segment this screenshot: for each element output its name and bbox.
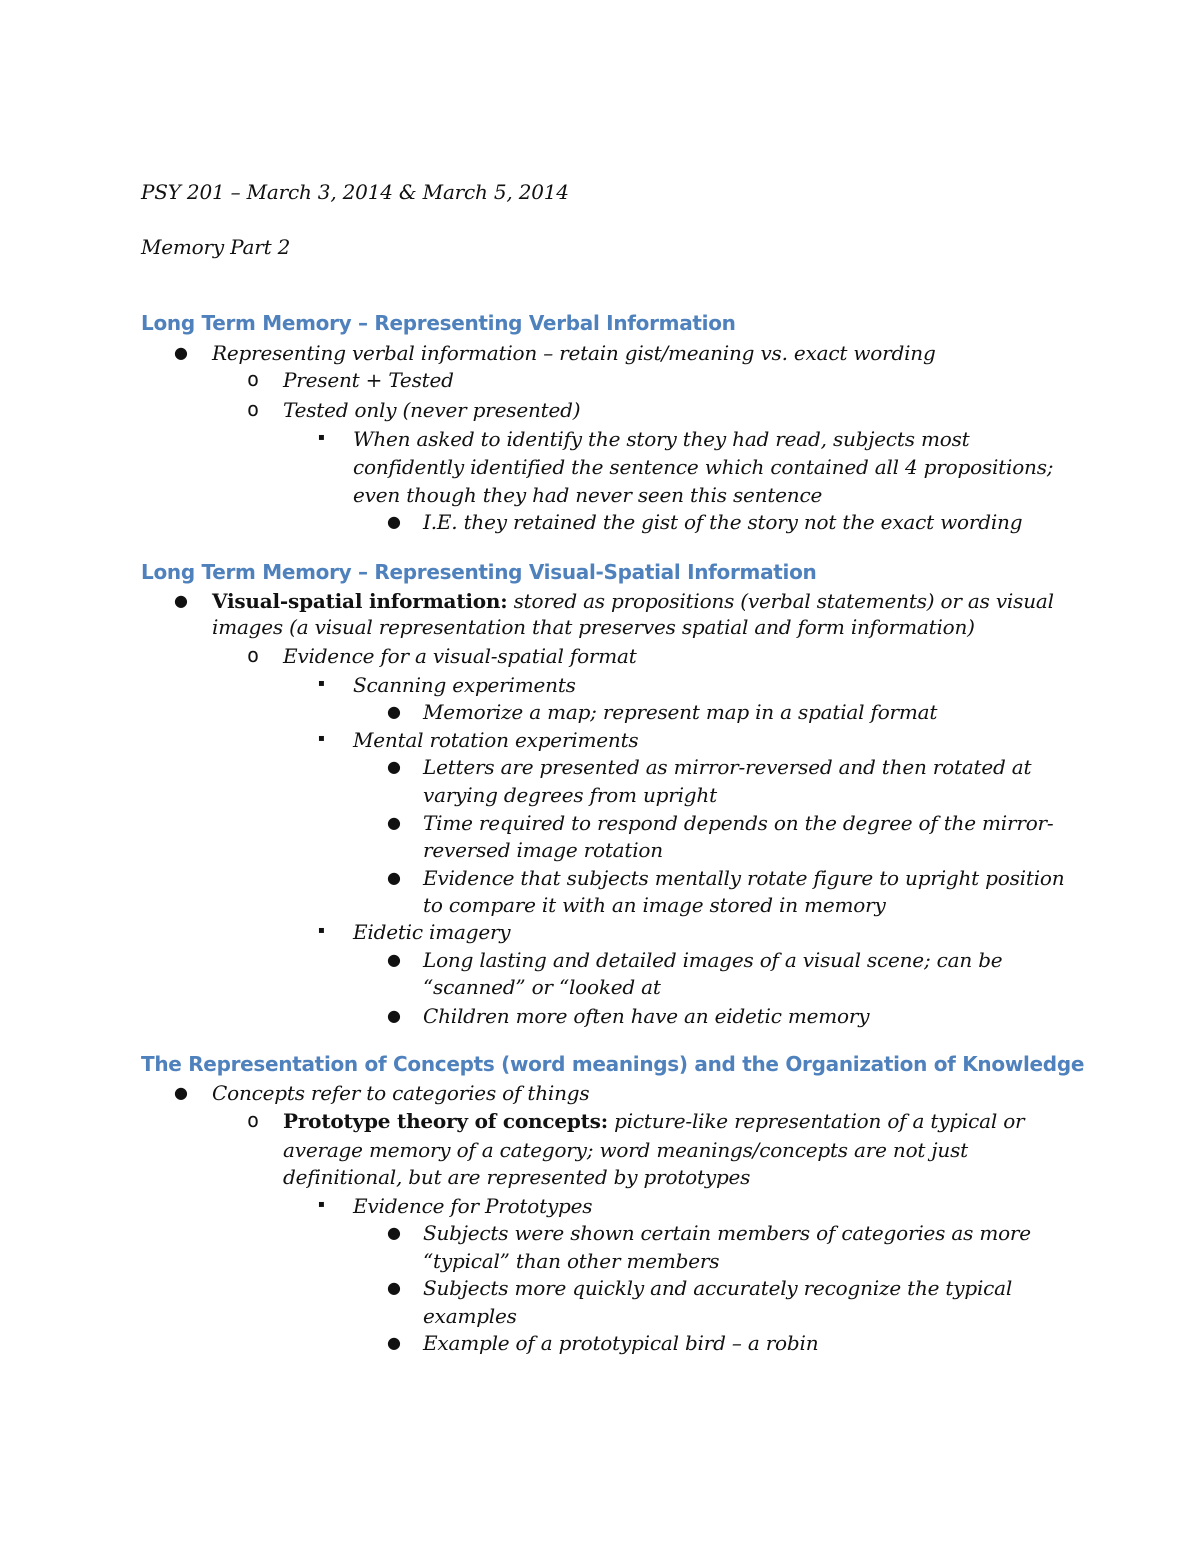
list-item-level4: Long lasting and detailed images of a visual scene; can be bbox=[423, 948, 1003, 972]
bullet-circle: o bbox=[247, 397, 260, 421]
list-item-level4-cont: “typical” than other members bbox=[423, 1249, 720, 1273]
list-item-level3: When asked to identify the story they had read, subjects most bbox=[353, 427, 970, 451]
list-item-level4: Letters are presented as mirror-reversed and then rotated at bbox=[423, 755, 1032, 779]
list-item-level2 bbox=[283, 1109, 1024, 1133]
list-item-level3: Scanning experiments bbox=[353, 673, 576, 697]
definition-text: picture-like representation of a typical or bbox=[607, 1109, 1025, 1133]
bullet-disc: ● bbox=[174, 343, 188, 362]
bullet-disc: ● bbox=[387, 702, 401, 721]
bullet-circle: o bbox=[247, 367, 260, 391]
bullet-square: ▪ bbox=[318, 925, 325, 936]
section-heading-visual-spatial: Long Term Memory – Representing Visual-Spatial Information bbox=[141, 560, 817, 584]
course-date-line: PSY 201 – March 3, 2014 & March 5, 2014 bbox=[141, 180, 569, 204]
term-visual-spatial: Visual-spatial information: bbox=[212, 589, 508, 613]
bullet-disc: ● bbox=[387, 757, 401, 776]
bullet-square: ▪ bbox=[318, 1199, 325, 1210]
list-item-level2-cont: average memory of a category; word meanings/concepts are not just bbox=[283, 1138, 969, 1162]
list-item-level1: Representing verbal information – retain gist/meaning vs. exact wording bbox=[212, 341, 936, 365]
list-item-level3-cont: confidently identified the sentence which contained all 4 propositions; bbox=[353, 455, 1054, 479]
section-heading-verbal: Long Term Memory – Representing Verbal Information bbox=[141, 311, 736, 335]
list-item-level4-cont: examples bbox=[423, 1304, 517, 1328]
list-item-level4: Subjects were shown certain members of categories as more bbox=[423, 1221, 1031, 1245]
term-prototype-theory: Prototype theory of concepts: bbox=[283, 1109, 608, 1133]
list-item-level3-cont: even though they had never seen this sentence bbox=[353, 483, 823, 507]
list-item-level2: Tested only (never presented) bbox=[283, 398, 581, 422]
list-item-level2: Present + Tested bbox=[283, 368, 454, 392]
bullet-disc: ● bbox=[387, 950, 401, 969]
list-item-level3: Evidence for Prototypes bbox=[353, 1194, 593, 1218]
bullet-disc: ● bbox=[387, 1006, 401, 1025]
section-heading-concepts: The Representation of Concepts (word meanings) and the Organization of Knowledge bbox=[141, 1052, 1085, 1076]
definition-text: stored as propositions (verbal statements) or as visual bbox=[507, 589, 1054, 613]
list-item-level4: Evidence that subjects mentally rotate figure to upright position bbox=[423, 866, 1065, 890]
bullet-disc: ● bbox=[387, 1278, 401, 1297]
list-item-level4: Time required to respond depends on the degree of the mirror- bbox=[423, 811, 1054, 835]
bullet-disc: ● bbox=[174, 1083, 188, 1102]
list-item-level3: Mental rotation experiments bbox=[353, 728, 639, 752]
document-subtitle: Memory Part 2 bbox=[141, 235, 291, 259]
bullet-disc: ● bbox=[387, 868, 401, 887]
bullet-square: ▪ bbox=[318, 432, 325, 443]
list-item-level2: Evidence for a visual-spatial format bbox=[283, 644, 637, 668]
bullet-disc: ● bbox=[387, 512, 401, 531]
list-item-level3: Eidetic imagery bbox=[353, 920, 511, 944]
list-item-level4: Memorize a map; represent map in a spatial format bbox=[423, 700, 938, 724]
list-item-level4-cont: “scanned” or “looked at bbox=[423, 975, 661, 999]
list-item-level2-cont: definitional, but are represented by prototypes bbox=[283, 1165, 751, 1189]
list-item-level4-cont: to compare it with an image stored in memory bbox=[423, 893, 886, 917]
list-item-level1 bbox=[212, 589, 1054, 613]
bullet-disc: ● bbox=[387, 1223, 401, 1242]
bullet-square: ▪ bbox=[318, 678, 325, 689]
bullet-square: ▪ bbox=[318, 733, 325, 744]
bullet-circle: o bbox=[247, 1108, 260, 1132]
list-item-level1-cont: images (a visual representation that preserves spatial and form information) bbox=[212, 615, 975, 639]
bullet-disc: ● bbox=[174, 591, 188, 610]
list-item-level1: Concepts refer to categories of things bbox=[212, 1081, 590, 1105]
bullet-disc: ● bbox=[387, 813, 401, 832]
list-item-level4-cont: reversed image rotation bbox=[423, 838, 663, 862]
list-item-level4: Example of a prototypical bird – a robin bbox=[423, 1331, 819, 1355]
list-item-level4: Subjects more quickly and accurately recognize the typical bbox=[423, 1276, 1013, 1300]
list-item-level4: I.E. they retained the gist of the story not the exact wording bbox=[423, 510, 1023, 534]
list-item-level4: Children more often have an eidetic memory bbox=[423, 1004, 870, 1028]
bullet-disc: ● bbox=[387, 1333, 401, 1352]
bullet-circle: o bbox=[247, 643, 260, 667]
list-item-level4-cont: varying degrees from upright bbox=[423, 783, 717, 807]
